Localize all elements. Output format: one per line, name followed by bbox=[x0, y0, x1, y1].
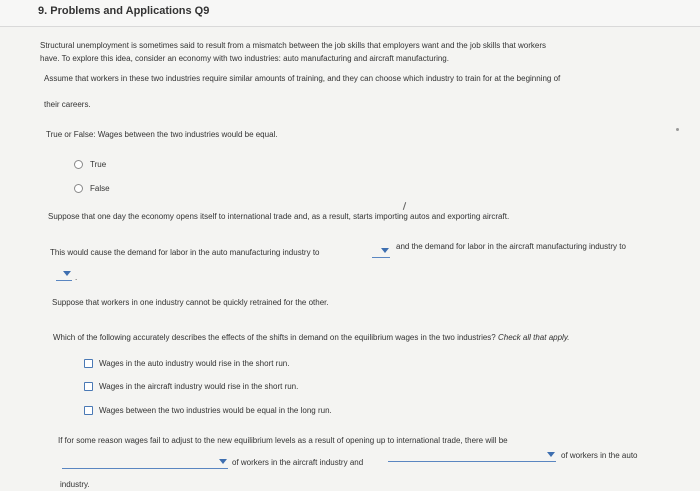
question-header bbox=[0, 0, 700, 27]
retrain-text: Suppose that workers in one industry cannot be quickly retrained for the other. bbox=[52, 298, 329, 307]
cursor-dot bbox=[676, 128, 679, 131]
checkbox-1[interactable] bbox=[84, 359, 93, 368]
demand-text-part1: This would cause the demand for labor in the auto manufacturing industry to bbox=[50, 248, 320, 257]
auto-demand-dropdown[interactable] bbox=[372, 247, 390, 258]
assumption-line-2: their careers. bbox=[44, 100, 91, 109]
check-option-3[interactable] bbox=[84, 406, 332, 415]
text-cursor bbox=[403, 202, 406, 210]
demand-text-end: . bbox=[75, 273, 78, 282]
intro-line-2: have. To explore this idea, consider an economy with two industries: auto manufacturing and aircraft manufacturing. bbox=[40, 54, 449, 63]
final-text-end: of workers in the auto bbox=[561, 451, 638, 460]
chevron-down-icon bbox=[381, 248, 389, 253]
final-text-line1: If for some reason wages fail to adjust to the new equilibrium levels as a result of opening up to international trade, there will be bbox=[58, 436, 508, 445]
checkbox-2[interactable] bbox=[84, 382, 93, 391]
assumption-line-1: Assume that workers in these two industries require similar amounts of training, and they can choose which industry to train for at the beginning of bbox=[44, 74, 561, 83]
trade-text: Suppose that one day the economy opens itself to international trade and, as a result, starts importing autos and exporting aircraft. bbox=[48, 212, 510, 221]
option-false-label: False bbox=[90, 184, 110, 193]
check-option-1[interactable] bbox=[84, 359, 289, 368]
which-question-text: Which of the following accurately describes the effects of the shifts in demand on the equilibrium wages in the two industries? bbox=[53, 333, 496, 342]
chevron-down-icon bbox=[219, 459, 227, 464]
radio-false[interactable] bbox=[74, 184, 83, 193]
check-option-2-label: Wages in the aircraft industry would rise in the short run. bbox=[99, 382, 299, 391]
check-option-3-label: Wages between the two industries would be equal in the long run. bbox=[99, 406, 332, 415]
demand-text-part2: and the demand for labor in the aircraft manufacturing industry to bbox=[396, 242, 626, 251]
check-option-1-label: Wages in the auto industry would rise in the short run. bbox=[99, 359, 290, 368]
chevron-down-icon bbox=[547, 452, 555, 457]
which-question bbox=[53, 331, 569, 344]
aircraft-demand-dropdown[interactable] bbox=[56, 270, 72, 281]
intro-line-1: Structural unemployment is sometimes said to result from a mismatch between the job skills that employers want and the job skills that workers bbox=[40, 41, 546, 50]
auto-workers-dropdown[interactable] bbox=[388, 451, 556, 462]
aircraft-workers-dropdown[interactable] bbox=[62, 458, 228, 469]
option-true-label: True bbox=[90, 160, 107, 169]
chevron-down-icon bbox=[63, 271, 71, 276]
which-question-hint: Check all that apply. bbox=[498, 333, 570, 342]
question-title: 9. Problems and Applications Q9 bbox=[38, 5, 210, 17]
final-text-mid: of workers in the aircraft industry and bbox=[232, 458, 364, 467]
tf-question: True or False: Wages between the two industries would be equal. bbox=[46, 130, 278, 139]
final-text-line3: industry. bbox=[60, 480, 90, 489]
option-false[interactable] bbox=[74, 184, 110, 193]
radio-true[interactable] bbox=[74, 160, 83, 169]
check-option-2[interactable] bbox=[84, 382, 298, 391]
option-true[interactable] bbox=[74, 160, 106, 169]
checkbox-3[interactable] bbox=[84, 406, 93, 415]
